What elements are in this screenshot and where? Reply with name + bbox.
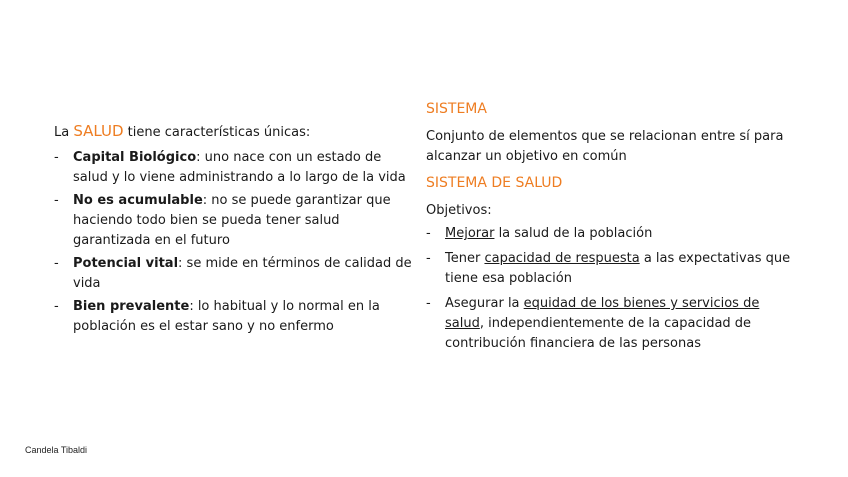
objective-text: , independientemente de la capacidad de contribución financiera de las personas — [445, 316, 752, 351]
objective-prefix: Tener — [445, 251, 485, 266]
item-text: : se mide en términos de calidad de vida — [73, 256, 412, 291]
author-footer: Candela Tibaldi — [25, 445, 88, 455]
salud-highlight: SALUD — [73, 122, 124, 140]
salud-intro — [54, 121, 414, 143]
sistema-heading: SISTEMA — [426, 101, 487, 117]
list-item — [54, 148, 414, 188]
list-item — [426, 249, 796, 289]
sistema-de-salud-heading: SISTEMA DE SALUD — [426, 175, 563, 191]
salud-characteristics-column — [54, 121, 414, 340]
objectives-label: Objetivos: — [426, 203, 492, 218]
objectives-list — [426, 224, 796, 354]
list-item — [54, 191, 414, 251]
objective-text: a las expectativas que tiene esa población — [445, 251, 791, 286]
objective-underlined: Mejorar — [445, 226, 495, 241]
list-item — [54, 254, 414, 294]
objective-underlined: capacidad de respuesta — [484, 251, 640, 266]
item-term: No es acumulable — [73, 193, 203, 208]
item-term: Potencial vital — [73, 256, 179, 271]
characteristics-list — [54, 148, 414, 337]
item-term: Capital Biológico — [73, 150, 197, 165]
objective-text: la salud de la población — [494, 226, 653, 241]
item-term: Bien prevalente — [73, 299, 190, 314]
list-item — [426, 294, 796, 354]
objective-prefix: Asegurar la — [445, 296, 524, 311]
item-text: : no se puede garantizar que haciendo todo bien se pueda tener salud garantizada en el futuro — [73, 193, 391, 248]
list-item — [54, 297, 414, 337]
item-text: : uno nace con un estado de salud y lo viene administrando a lo largo de la vida — [73, 150, 406, 185]
intro-suffix: tiene características únicas: — [123, 125, 311, 140]
item-text: : lo habitual y lo normal en la población es el estar sano y no enfermo — [73, 299, 380, 334]
sistema-column — [426, 99, 796, 359]
list-item — [426, 224, 796, 244]
objective-underlined: equidad de los bienes y servicios de salud — [445, 296, 760, 331]
intro-prefix: La — [54, 125, 74, 140]
sistema-definition: Conjunto de elementos que se relacionan entre sí para alcanzar un objetivo en común — [426, 129, 784, 164]
